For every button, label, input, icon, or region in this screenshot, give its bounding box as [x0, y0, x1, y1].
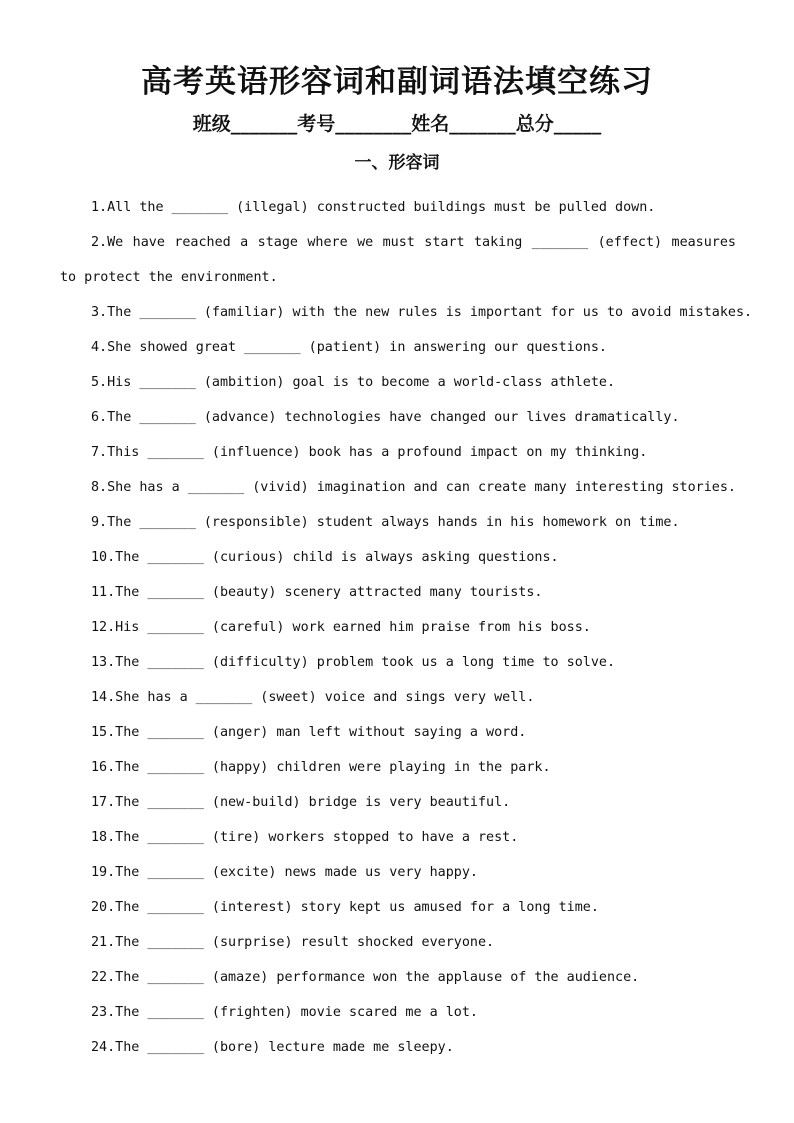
question-item: 22.The _______ (amaze) performance won the applause of the audience. — [91, 970, 640, 985]
question-item: 16.The _______ (happy) children were playing in the park. — [91, 760, 551, 775]
question-item: 7.This _______ (influence) book has a profound impact on my thinking. — [91, 445, 648, 460]
student-info-line: 班级_______考号________姓名_______总分_____ — [192, 113, 602, 135]
question-item: 6.The _______ (advance) technologies have changed our lives dramatically. — [91, 410, 680, 425]
question-item: 17.The _______ (new-build) bridge is very beautiful. — [91, 795, 511, 810]
question-item: 15.The _______ (anger) man left without saying a word. — [91, 725, 527, 740]
question-item: 21.The _______ (surprise) result shocked everyone. — [91, 935, 495, 950]
section-heading: 一、形容词 — [354, 153, 440, 173]
question-item: 19.The _______ (excite) news made us very happy. — [91, 865, 478, 880]
question-item: 18.The _______ (tire) workers stopped to have a rest. — [91, 830, 519, 845]
question-item: 14.She has a _______ (sweet) voice and sings very well. — [91, 690, 535, 705]
question-item: 20.The _______ (interest) story kept us amused for a long time. — [91, 900, 599, 915]
question-item: 8.She has a _______ (vivid) imagination and can create many interesting stories. — [91, 480, 736, 495]
question-item: 24.The _______ (bore) lecture made me sleepy. — [91, 1040, 454, 1055]
question-item: 23.The _______ (frighten) movie scared me a lot. — [91, 1005, 478, 1020]
question-item: 5.His _______ (ambition) goal is to become a world-class athlete. — [91, 375, 616, 390]
question-item: 3.The _______ (familiar) with the new rules is important for us to avoid mistakes. — [91, 305, 753, 320]
question-item: 11.The _______ (beauty) scenery attracted many tourists. — [91, 585, 543, 600]
question-item: 10.The _______ (curious) child is always asking questions. — [91, 550, 559, 565]
question-item: 2.We have reached a stage where we must start taking _______ (effect) measures to protect the environment. — [60, 235, 736, 285]
question-item: 1.All the _______ (illegal) constructed buildings must be pulled down. — [91, 200, 656, 215]
question-item: 12.His _______ (careful) work earned him praise from his boss. — [91, 620, 591, 635]
question-list — [60, 190, 753, 1065]
question-item: 13.The _______ (difficulty) problem took us a long time to solve. — [91, 655, 616, 670]
page-title: 高考英语形容词和副词语法填空练习 — [141, 64, 653, 100]
question-item: 4.She showed great _______ (patient) in answering our questions. — [91, 340, 607, 355]
question-item: 9.The _______ (responsible) student always hands in his homework on time. — [91, 515, 680, 530]
